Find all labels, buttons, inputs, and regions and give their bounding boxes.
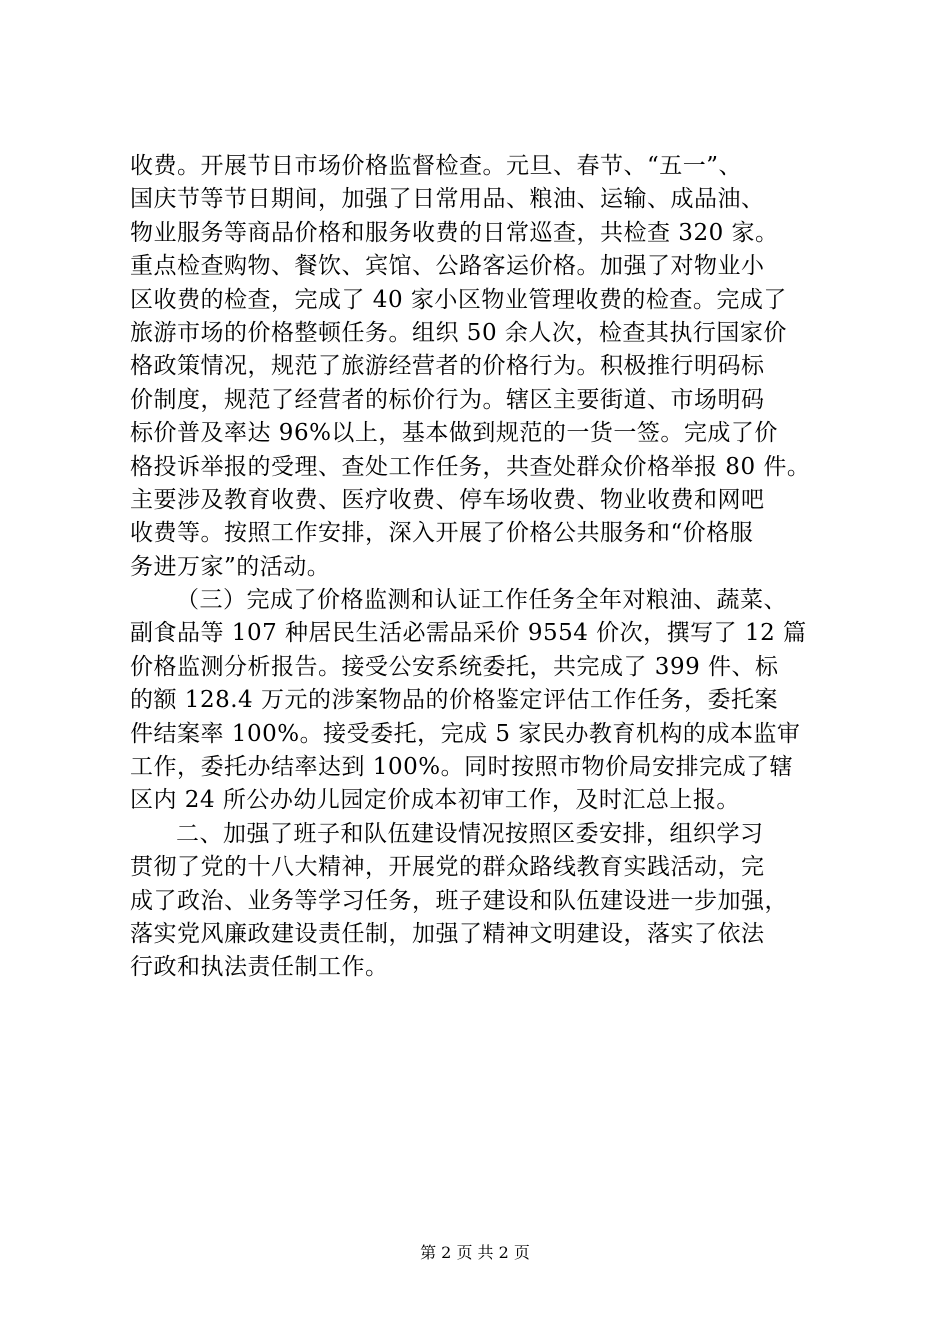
body-text xyxy=(130,150,830,985)
text-line: 旅游市场的价格整顿任务。组织 50 余人次，检查其执行国家价 xyxy=(130,319,787,346)
text-line: 格政策情况，规范了旅游经营者的价格行为。积极推行明码标 xyxy=(130,353,765,380)
text-line: 务进万家”的活动。 xyxy=(130,553,331,580)
text-line: 成了政治、业务等学习任务，班子建设和队伍建设进一步加强， xyxy=(130,887,788,914)
text-line: 主要涉及教育收费、医疗收费、停车场收费、物业收费和网吧 xyxy=(130,486,765,513)
text-line: 价格监测分析报告。接受公安系统委托，共完成了 399 件、标 xyxy=(130,653,779,680)
text-line: 区内 24 所公办幼儿园定价成本初审工作，及时汇总上报。 xyxy=(130,787,740,814)
text-line: 落实党风廉政建设责任制，加强了精神文明建设，落实了依法 xyxy=(130,920,765,947)
paragraph-start-line: 二、加强了班子和队伍建设情况按照区委安排，组织学习 xyxy=(176,820,764,847)
text-line: 件结案率 100%。接受委托，完成 5 家民办教育机构的成本监审 xyxy=(130,720,801,747)
text-line: 物业服务等商品价格和服务收费的日常巡查，共检查 320 家。 xyxy=(130,219,779,246)
text-line: 工作，委托办结率达到 100%。同时按照市物价局安排完成了辖 xyxy=(130,754,794,781)
text-line: 贯彻了党的十八大精神，开展党的群众路线教育实践活动，完 xyxy=(130,854,765,881)
text-line: 标价普及率达 96%以上，基本做到规范的一货一签。完成了价 xyxy=(130,420,778,447)
text-line: 的额 128.4 万元的涉案物品的价格鉴定评估工作任务，委托案 xyxy=(130,687,778,714)
text-line: 区收费的检查，完成了 40 家小区物业管理收费的检查。完成了 xyxy=(130,286,787,313)
text-line: 行政和执法责任制工作。 xyxy=(130,954,389,981)
text-line: 国庆节等节日期间，加强了日常用品、粮油、运输、成品油、 xyxy=(130,186,765,213)
text-line: 格投诉举报的受理、查处工作任务，共查处群众价格举报 80 件。 xyxy=(130,453,811,480)
text-line: 收费。开展节日市场价格监督检查。元旦、春节、“五一”、 xyxy=(130,153,743,179)
page-number: 第 2 页 共 2 页 xyxy=(420,1243,530,1262)
page-footer xyxy=(0,1243,950,1263)
text-line: 重点检查购物、餐饮、宾馆、公路客运价格。加强了对物业小 xyxy=(130,253,765,280)
text-line: 副食品等 107 种居民生活必需品采价 9554 价次，撰写了 12 篇 xyxy=(130,620,807,647)
text-line: 收费等。按照工作安排，深入开展了价格公共服务和“价格服 xyxy=(130,520,754,547)
text-line: 价制度，规范了经营者的标价行为。辖区主要街道、市场明码 xyxy=(130,386,765,413)
paragraph-start-line: （三）完成了价格监测和认证工作任务全年对粮油、蔬菜、 xyxy=(176,587,787,614)
